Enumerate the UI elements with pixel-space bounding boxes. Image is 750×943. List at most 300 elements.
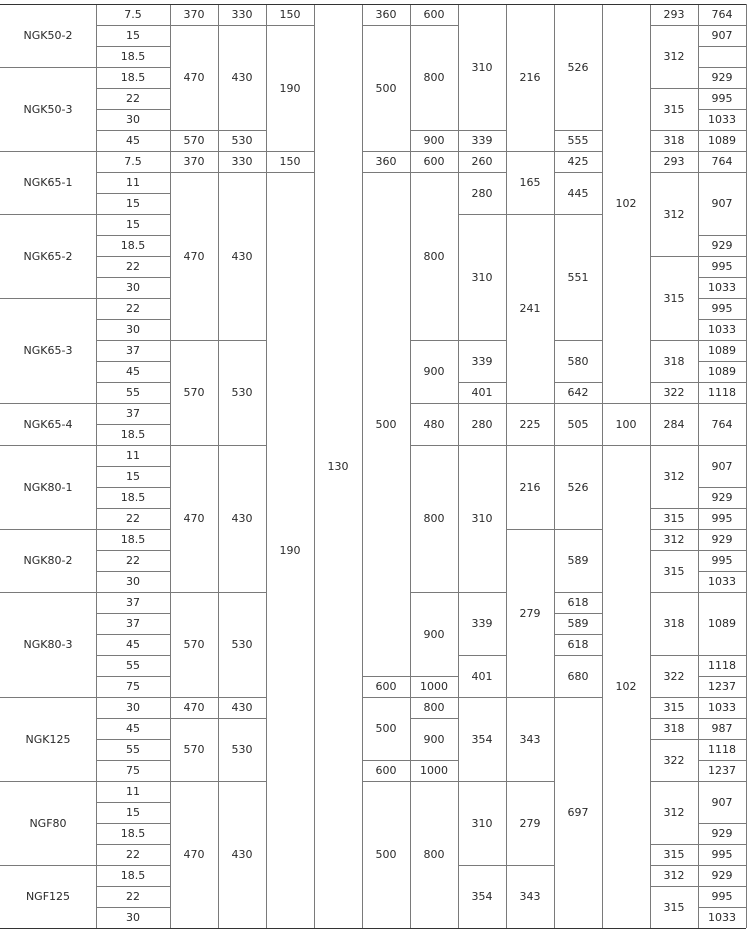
row-rule xyxy=(650,550,698,551)
row-rule xyxy=(458,130,506,131)
row-rule xyxy=(410,445,458,446)
table-cell: 260 xyxy=(471,155,493,168)
table-cell: 907 xyxy=(711,29,733,42)
row-rule xyxy=(96,25,170,26)
merged-cell: 589 xyxy=(567,554,589,567)
row-rule xyxy=(96,130,170,131)
merged-cell: 312 xyxy=(663,207,685,221)
row-rule xyxy=(218,130,266,131)
table-cell: 45 xyxy=(126,722,140,735)
row-rule xyxy=(0,403,96,404)
merged-cell: 318 xyxy=(663,617,685,630)
table-cell: 45 xyxy=(126,638,140,651)
row-rule xyxy=(698,172,746,173)
column-rule xyxy=(218,4,219,928)
table-cell: 312 xyxy=(663,533,685,546)
merged-cell: 310 xyxy=(471,512,493,525)
table-cell: 589 xyxy=(567,617,589,630)
table-cell: 150 xyxy=(279,8,301,21)
table-cell: 330 xyxy=(231,155,253,168)
row-rule xyxy=(362,172,410,173)
merged-cell: 190 xyxy=(279,543,301,557)
table-cell: 315 xyxy=(663,701,685,714)
merged-cell: 500 xyxy=(375,417,397,431)
table-cell: 37 xyxy=(126,407,140,420)
table-cell: 22 xyxy=(126,554,140,567)
table-cell: 401 xyxy=(471,386,493,399)
row-rule xyxy=(650,928,698,929)
row-rule xyxy=(96,109,170,110)
model-label: NGF80 xyxy=(29,816,67,830)
row-rule xyxy=(458,172,506,173)
row-rule xyxy=(218,151,266,152)
row-rule xyxy=(96,193,170,194)
merged-cell: 322 xyxy=(663,753,685,767)
table-cell: 995 xyxy=(711,890,733,903)
table-cell: 339 xyxy=(471,134,493,147)
row-rule xyxy=(96,4,170,5)
merged-cell: 315 xyxy=(663,564,685,578)
row-rule xyxy=(410,781,458,782)
table-cell: 18.5 xyxy=(120,533,146,546)
row-rule xyxy=(96,256,170,257)
table-cell: 15 xyxy=(126,806,140,819)
row-rule xyxy=(218,172,266,173)
row-rule xyxy=(96,487,170,488)
table-cell: 22 xyxy=(126,302,140,315)
row-rule xyxy=(410,25,458,26)
table-cell: 995 xyxy=(711,554,733,567)
model-label: NGK80-1 xyxy=(23,480,73,494)
row-rule xyxy=(96,88,170,89)
table-cell: 600 xyxy=(423,155,445,168)
row-rule xyxy=(0,4,96,5)
merged-cell: 280 xyxy=(471,417,493,431)
merged-cell: 279 xyxy=(519,816,541,830)
row-rule xyxy=(218,340,266,341)
row-rule xyxy=(554,172,602,173)
row-rule xyxy=(650,88,698,89)
table-cell: 1089 xyxy=(708,134,736,147)
row-rule xyxy=(266,172,314,173)
row-rule xyxy=(698,487,746,488)
row-rule xyxy=(314,4,362,5)
merged-cell: 315 xyxy=(663,291,685,305)
row-rule xyxy=(96,760,170,761)
row-rule xyxy=(96,361,170,362)
table-cell: 929 xyxy=(711,239,733,252)
merged-cell: 570 xyxy=(183,743,205,756)
row-rule xyxy=(650,172,698,173)
row-rule xyxy=(698,823,746,824)
merged-cell: 284 xyxy=(663,417,685,431)
merged-cell: 697 xyxy=(567,806,589,819)
merged-cell: 500 xyxy=(375,848,397,861)
row-rule xyxy=(602,445,650,446)
row-rule xyxy=(650,865,698,866)
table-cell: 618 xyxy=(567,596,589,609)
merged-cell: 1089 xyxy=(708,617,736,630)
column-rule xyxy=(458,4,459,928)
table-cell: 45 xyxy=(126,365,140,378)
table-cell: 470 xyxy=(183,701,205,714)
row-rule xyxy=(650,655,698,656)
row-rule xyxy=(650,739,698,740)
row-rule xyxy=(96,340,170,341)
row-rule xyxy=(0,214,96,215)
row-rule xyxy=(650,340,698,341)
row-rule xyxy=(698,130,746,131)
row-rule xyxy=(506,151,554,152)
row-rule xyxy=(218,697,266,698)
table-cell: 360 xyxy=(375,155,397,168)
row-rule xyxy=(554,928,602,929)
merged-cell: 279 xyxy=(519,606,541,620)
model-label: NGK50-2 xyxy=(23,29,73,42)
row-rule xyxy=(96,781,170,782)
row-rule xyxy=(698,361,746,362)
table-cell: 11 xyxy=(126,449,140,462)
row-rule xyxy=(410,760,458,761)
table-cell: 330 xyxy=(231,8,253,21)
table-cell: 600 xyxy=(375,764,397,777)
merged-cell: 315 xyxy=(663,102,685,116)
merged-cell: 312 xyxy=(663,806,685,819)
row-rule xyxy=(96,613,170,614)
row-rule xyxy=(410,718,458,719)
row-rule xyxy=(698,865,746,866)
row-rule xyxy=(266,25,314,26)
row-rule xyxy=(506,445,554,446)
merged-cell: 430 xyxy=(231,249,253,263)
row-rule xyxy=(96,907,170,908)
table-cell: 18.5 xyxy=(120,71,146,84)
table-cell: 929 xyxy=(711,869,733,882)
table-cell: 764 xyxy=(711,155,733,168)
table-cell: 18.5 xyxy=(120,239,146,252)
row-rule xyxy=(554,592,602,593)
row-rule xyxy=(96,844,170,845)
row-rule xyxy=(96,886,170,887)
table-cell: 425 xyxy=(567,155,589,168)
row-rule xyxy=(650,4,698,5)
row-rule xyxy=(698,277,746,278)
merged-cell: 241 xyxy=(519,302,541,315)
table-cell: 37 xyxy=(126,617,140,630)
row-rule xyxy=(362,760,410,761)
row-rule xyxy=(554,382,602,383)
row-rule xyxy=(218,928,266,929)
merged-cell: 570 xyxy=(183,386,205,399)
row-rule xyxy=(410,151,458,152)
table-cell: 1089 xyxy=(708,344,736,357)
merged-cell: 900 xyxy=(423,627,445,641)
merged-cell: 580 xyxy=(567,354,589,368)
row-rule xyxy=(554,130,602,131)
table-cell: 1089 xyxy=(708,365,736,378)
table-cell: 900 xyxy=(423,134,445,147)
row-rule xyxy=(96,277,170,278)
table-cell: 18.5 xyxy=(120,491,146,504)
merged-cell: 216 xyxy=(519,71,541,84)
column-rule xyxy=(698,4,699,928)
row-rule xyxy=(362,676,410,677)
merged-cell: 339 xyxy=(471,354,493,368)
row-rule xyxy=(698,739,746,740)
row-rule xyxy=(650,697,698,698)
row-rule xyxy=(96,445,170,446)
table-cell: 315 xyxy=(663,848,685,861)
table-cell: 15 xyxy=(126,197,140,210)
row-rule xyxy=(554,151,602,152)
row-rule xyxy=(698,340,746,341)
merged-cell: 470 xyxy=(183,512,205,525)
row-rule xyxy=(506,697,554,698)
merged-cell: 312 xyxy=(663,50,685,63)
row-rule xyxy=(96,67,170,68)
merged-cell: 130 xyxy=(327,459,349,473)
table-cell: 30 xyxy=(126,701,140,714)
merged-cell: 315 xyxy=(663,900,685,914)
table-cell: 1118 xyxy=(708,743,736,756)
row-rule xyxy=(554,655,602,656)
table-cell: 600 xyxy=(375,680,397,693)
row-rule xyxy=(698,298,746,299)
row-rule xyxy=(602,4,650,5)
table-cell: 530 xyxy=(231,134,253,147)
merged-cell: 800 xyxy=(423,71,445,84)
row-rule xyxy=(410,592,458,593)
column-rule xyxy=(170,4,171,928)
table-cell: 764 xyxy=(711,8,733,21)
merged-cell: 470 xyxy=(183,71,205,84)
row-rule xyxy=(506,4,554,5)
table-cell: 30 xyxy=(126,113,140,126)
row-rule xyxy=(458,340,506,341)
merged-cell: 312 xyxy=(663,470,685,483)
row-rule xyxy=(170,25,218,26)
row-rule xyxy=(650,403,698,404)
table-cell: 55 xyxy=(126,386,140,399)
row-rule xyxy=(96,319,170,320)
row-rule xyxy=(698,508,746,509)
row-rule xyxy=(650,25,698,26)
table-cell: 1118 xyxy=(708,386,736,399)
table-cell: 7.5 xyxy=(124,155,142,168)
merged-cell: 310 xyxy=(471,816,493,830)
row-rule xyxy=(506,214,554,215)
row-rule xyxy=(554,214,602,215)
table-cell: 370 xyxy=(183,155,205,168)
row-rule xyxy=(96,697,170,698)
table-cell: 11 xyxy=(126,785,140,798)
row-rule xyxy=(650,445,698,446)
table-cell: 929 xyxy=(711,71,733,84)
merged-cell: 800 xyxy=(423,512,445,525)
table-cell: 1033 xyxy=(708,113,736,126)
row-rule xyxy=(218,718,266,719)
row-rule xyxy=(96,718,170,719)
merged-cell: 500 xyxy=(375,81,397,95)
row-rule xyxy=(96,46,170,47)
row-rule xyxy=(458,4,506,5)
column-rule xyxy=(410,4,411,928)
row-rule xyxy=(698,760,746,761)
row-rule xyxy=(698,886,746,887)
row-rule xyxy=(698,319,746,320)
row-rule xyxy=(96,151,170,152)
merged-cell: 190 xyxy=(279,81,301,95)
model-label: NGK50-3 xyxy=(23,102,73,116)
row-rule xyxy=(458,781,506,782)
row-rule xyxy=(96,508,170,509)
row-rule xyxy=(554,4,602,5)
table-cell: 37 xyxy=(126,596,140,609)
row-rule xyxy=(96,928,170,929)
row-rule xyxy=(698,592,746,593)
row-rule xyxy=(554,529,602,530)
row-rule xyxy=(650,130,698,131)
column-rule xyxy=(314,4,315,928)
row-rule xyxy=(650,529,698,530)
row-rule xyxy=(410,697,458,698)
table-cell: 1033 xyxy=(708,701,736,714)
row-rule xyxy=(458,592,506,593)
row-rule xyxy=(0,67,96,68)
row-rule xyxy=(698,4,746,5)
row-rule xyxy=(96,172,170,173)
table-cell: 37 xyxy=(126,344,140,357)
row-rule xyxy=(698,151,746,152)
row-rule xyxy=(698,25,746,26)
row-rule xyxy=(698,676,746,677)
merged-cell: 102 xyxy=(615,680,637,693)
table-cell: 929 xyxy=(711,533,733,546)
table-cell: 987 xyxy=(711,722,733,735)
row-rule xyxy=(650,718,698,719)
table-cell: 322 xyxy=(663,386,685,399)
row-rule xyxy=(0,865,96,866)
row-rule xyxy=(698,529,746,530)
row-rule xyxy=(362,25,410,26)
row-rule xyxy=(698,844,746,845)
row-rule xyxy=(602,403,650,404)
row-rule xyxy=(458,151,506,152)
table-cell: 55 xyxy=(126,743,140,756)
merged-cell: 551 xyxy=(567,270,589,284)
table-cell: 430 xyxy=(231,701,253,714)
row-rule xyxy=(698,382,746,383)
row-rule xyxy=(458,865,506,866)
merged-cell: 900 xyxy=(423,365,445,378)
column-rule xyxy=(602,4,603,928)
column-rule xyxy=(266,4,267,928)
model-label: NGK80-2 xyxy=(23,554,73,567)
row-rule xyxy=(0,592,96,593)
row-rule xyxy=(410,676,458,677)
merged-cell: 526 xyxy=(567,60,589,74)
row-rule xyxy=(410,403,458,404)
merged-cell: 907 xyxy=(711,459,733,473)
row-rule xyxy=(266,928,314,929)
table-cell: 570 xyxy=(183,134,205,147)
model-label: NGF125 xyxy=(25,890,71,903)
table-cell: 18.5 xyxy=(120,428,146,441)
table-cell: 18.5 xyxy=(120,869,146,882)
row-rule xyxy=(96,571,170,572)
row-rule xyxy=(170,718,218,719)
table-cell: 30 xyxy=(126,575,140,588)
row-rule xyxy=(698,697,746,698)
model-label: NGK65-2 xyxy=(23,249,73,263)
table-cell: 7.5 xyxy=(124,8,142,21)
row-rule xyxy=(506,529,554,530)
row-rule xyxy=(0,781,96,782)
row-rule xyxy=(698,550,746,551)
table-cell: 150 xyxy=(279,155,301,168)
row-rule xyxy=(170,445,218,446)
table-cell: 45 xyxy=(126,134,140,147)
column-rule xyxy=(554,4,555,928)
row-rule xyxy=(698,571,746,572)
table-cell: 293 xyxy=(663,155,685,168)
merged-cell: 102 xyxy=(615,197,637,210)
merged-cell: 354 xyxy=(471,732,493,746)
table-cell: 18.5 xyxy=(120,827,146,840)
row-rule xyxy=(698,235,746,236)
merged-cell: 680 xyxy=(567,669,589,683)
row-rule xyxy=(698,67,746,68)
row-rule xyxy=(96,214,170,215)
table-cell: 929 xyxy=(711,491,733,504)
merged-cell: 343 xyxy=(519,890,541,903)
row-rule xyxy=(0,697,96,698)
table-cell: 642 xyxy=(567,386,589,399)
table-cell: 15 xyxy=(126,470,140,483)
merged-cell: 216 xyxy=(519,480,541,494)
table-cell: 1237 xyxy=(708,764,736,777)
row-rule xyxy=(410,340,458,341)
row-rule xyxy=(170,4,218,5)
merged-cell: 470 xyxy=(183,249,205,263)
row-rule xyxy=(410,130,458,131)
row-rule xyxy=(698,928,746,929)
merged-cell: 310 xyxy=(471,270,493,284)
row-rule xyxy=(0,445,96,446)
table-cell: 1000 xyxy=(420,764,448,777)
row-rule xyxy=(650,592,698,593)
table-cell: 22 xyxy=(126,848,140,861)
row-rule xyxy=(170,928,218,929)
table-cell: 15 xyxy=(126,29,140,42)
row-rule xyxy=(0,298,96,299)
row-rule xyxy=(96,739,170,740)
merged-cell: 530 xyxy=(231,743,253,756)
table-cell: 995 xyxy=(711,302,733,315)
table-cell: 318 xyxy=(663,722,685,735)
table-cell: 75 xyxy=(126,680,140,693)
row-rule xyxy=(170,172,218,173)
row-rule xyxy=(458,403,506,404)
row-rule xyxy=(0,151,96,152)
row-rule xyxy=(170,781,218,782)
row-rule xyxy=(96,592,170,593)
merged-cell: 505 xyxy=(567,417,589,431)
merged-cell: 530 xyxy=(231,386,253,399)
model-label: NGK65-4 xyxy=(23,417,73,431)
row-rule xyxy=(698,718,746,719)
model-label: NGK80-3 xyxy=(23,638,73,651)
